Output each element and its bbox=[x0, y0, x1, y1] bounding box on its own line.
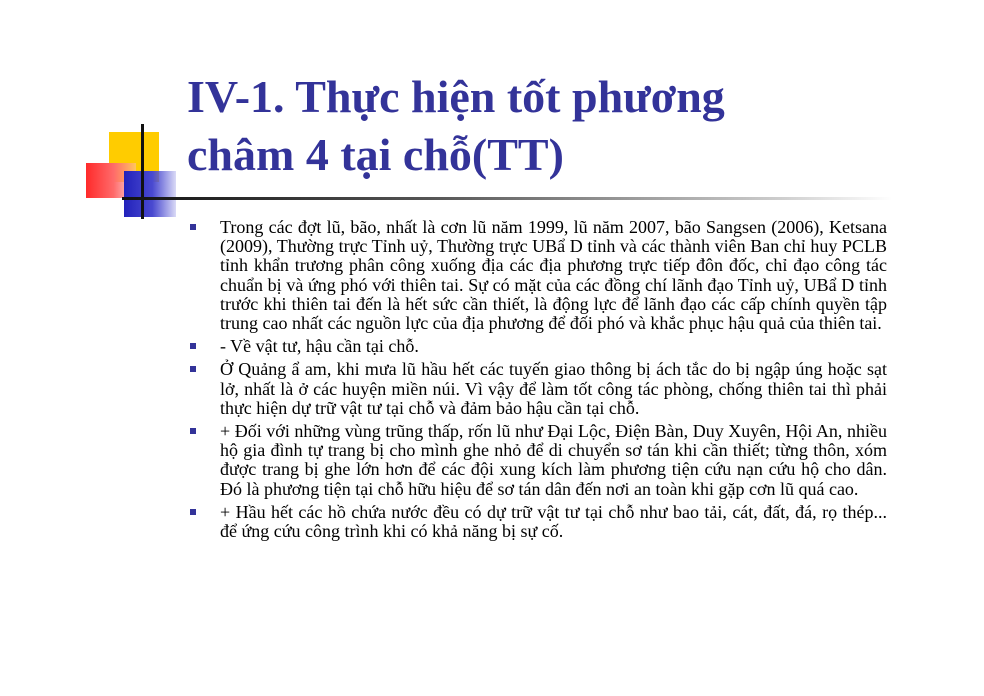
square-bullet-icon bbox=[190, 509, 196, 515]
square-bullet-icon bbox=[190, 343, 196, 349]
square-bullet-icon bbox=[190, 428, 196, 434]
bullet-text: + Đối với những vùng trũng thấp, rốn lũ như Đại Lộc, Điện Bàn, Duy Xuyên, Hội An, nhiều hộ gia đình tự trang bị cho mình ghe nhỏ để di chuyển sơ tán khi cần thiết; từng thôn, xóm được trang bị ghe lớn hơn để các đội xung kích làm phương tiện cứu nạn cứu hộ cho dân. Đó là phương tiện tại chỗ hữu hiệu để sơ tán dân đến nơi an toàn khi gặp cơn lũ quá cao. bbox=[220, 421, 887, 499]
vertical-divider-line bbox=[141, 124, 144, 219]
bullet-text: + Hầu hết các hồ chứa nước đều có dự trữ vật tư tại chỗ như bao tải, cát, đất, đá, rọ thép... để ứng cứu công trình khi có khả năng bị sự cố. bbox=[220, 501, 887, 542]
bullet-text: - Về vật tư, hậu cần tại chỗ. bbox=[220, 336, 419, 357]
title-underline bbox=[122, 197, 892, 200]
bullet-item bbox=[190, 218, 887, 333]
slide-title-line-2: châm 4 tại chỗ(TT) bbox=[187, 129, 564, 180]
bullet-item bbox=[190, 422, 887, 499]
slide-title-line-1: IV-1. Thực hiện tốt phương bbox=[187, 71, 725, 122]
bullet-item bbox=[190, 360, 887, 418]
slide-title bbox=[187, 68, 907, 184]
bullet-text: Trong các đợt lũ, bão, nhất là cơn lũ năm 1999, lũ năm 2007, bão Sangsen (2006), Ketsana (2009), Thường trực Tỉnh uỷ, Thường trực UBẩ D tỉnh và các thành viên Ban chỉ huy PCLB tỉnh khẩn trương phân công xuống địa các địa phương trực tiếp đôn đốc, chỉ đạo công tác chuẩn bị và ứng phó với thiên tai. Sự có mặt của các đồng chí lãnh đạo Tỉnh uỷ, UBẩ D tỉnh trước khi thiên tai đến là hết sức cần thiết, là động lực để lãnh đạo các cấp chính quyền tập trung cao nhất các nguồn lực của địa phương để đối phó và khắc phục hậu quả của thiên tai. bbox=[220, 217, 887, 334]
square-bullet-icon bbox=[190, 224, 196, 230]
square-bullet-icon bbox=[190, 366, 196, 372]
bullet-list bbox=[190, 218, 887, 545]
bullet-text: Ở Quảng ẩ am, khi mưa lũ hầu hết các tuyến giao thông bị ách tắc do bị ngập úng hoặc sạt lở, nhất là ở các huyện miền núi. Vì vậy để làm tốt công tác phòng, chống thiên tai thì phải thực hiện dự trữ vật tư tại chỗ và đảm bảo hậu cần tại chỗ. bbox=[220, 359, 887, 418]
bullet-item bbox=[190, 337, 887, 356]
blue-square-decoration bbox=[124, 171, 176, 217]
bullet-item bbox=[190, 503, 887, 541]
